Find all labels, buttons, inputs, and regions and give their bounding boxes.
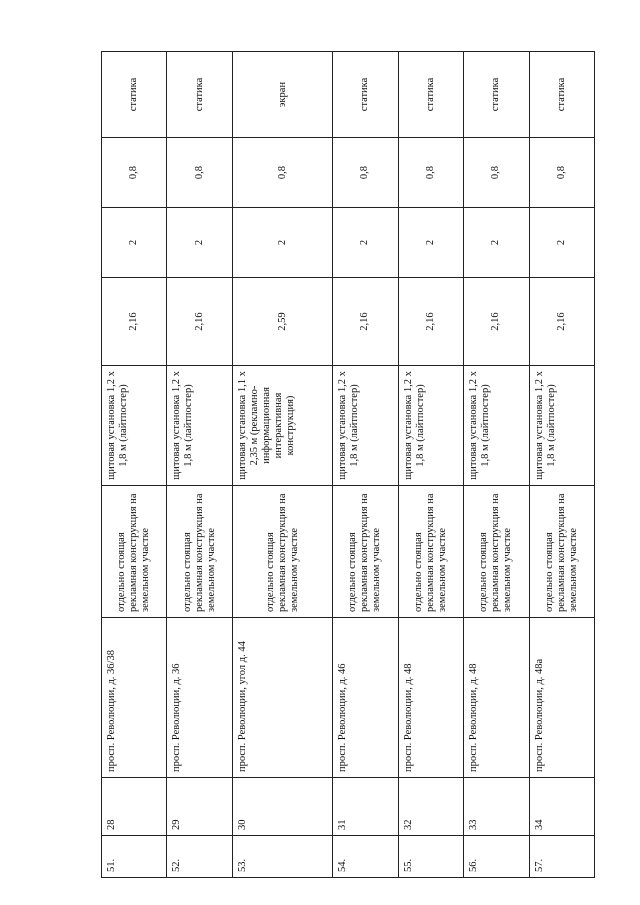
mode-cell: статика <box>167 52 232 138</box>
area-cell: 2,59 <box>232 278 332 366</box>
description-cell: щитовая установка 1,2 х 1,8 м (лайтпостер) <box>167 366 232 486</box>
table-row <box>398 52 463 878</box>
rotated-table <box>101 52 595 878</box>
type-cell: отдельно стоящая рекламная конструкция на земельном участке <box>232 486 332 618</box>
table-container <box>101 52 595 878</box>
ratio-cell: 0,8 <box>102 138 167 208</box>
mode-cell: статика <box>333 52 398 138</box>
mode-cell: статика <box>464 52 529 138</box>
ratio-cell: 0,8 <box>464 138 529 208</box>
description-cell: щитовая установка 1,2 х 1,8 м (лайтпостер) <box>529 366 594 486</box>
ratio-cell: 0,8 <box>333 138 398 208</box>
structure-id: 32 <box>398 778 463 836</box>
ratio-cell: 0,8 <box>167 138 232 208</box>
area-cell: 2,16 <box>529 278 594 366</box>
address-cell: просп. Революции, угол д. 44 <box>232 618 332 778</box>
row-number: 57. <box>529 836 594 878</box>
address-cell: просп. Революции, д. 46 <box>333 618 398 778</box>
address-cell: просп. Революции, д. 36 <box>167 618 232 778</box>
table-row <box>333 52 398 878</box>
row-number: 51. <box>102 836 167 878</box>
ratio-cell: 0,8 <box>232 138 332 208</box>
mode-cell: статика <box>529 52 594 138</box>
area-cell: 2,16 <box>167 278 232 366</box>
description-cell: щитовая установка 1,2 х 1,8 м (лайтпостер) <box>102 366 167 486</box>
structure-id: 34 <box>529 778 594 836</box>
type-cell: отдельно стоящая рекламная конструкция на земельном участке <box>529 486 594 618</box>
row-number: 52. <box>167 836 232 878</box>
description-cell: щитовая установка 1,2 х 1,8 м (лайтпостер) <box>398 366 463 486</box>
area-cell: 2,16 <box>464 278 529 366</box>
area-cell: 2,16 <box>333 278 398 366</box>
address-cell: просп. Революции, д. 48 <box>398 618 463 778</box>
mode-cell: статика <box>102 52 167 138</box>
row-number: 54. <box>333 836 398 878</box>
sides-cell: 2 <box>167 208 232 278</box>
address-cell: просп. Революции, д. 36/38 <box>102 618 167 778</box>
mode-cell: экран <box>232 52 332 138</box>
table-row <box>232 52 332 878</box>
structure-id: 29 <box>167 778 232 836</box>
structure-id: 33 <box>464 778 529 836</box>
table-row <box>464 52 529 878</box>
table-row <box>102 52 167 878</box>
advertising-structures-table <box>101 51 595 878</box>
description-cell: щитовая установка 1,2 х 1,8 м (лайтпостер) <box>333 366 398 486</box>
structure-id: 30 <box>232 778 332 836</box>
table-row <box>167 52 232 878</box>
ratio-cell: 0,8 <box>398 138 463 208</box>
sides-cell: 2 <box>102 208 167 278</box>
sides-cell: 2 <box>529 208 594 278</box>
sides-cell: 2 <box>333 208 398 278</box>
structure-id: 31 <box>333 778 398 836</box>
table-body <box>102 52 595 878</box>
row-number: 55. <box>398 836 463 878</box>
type-cell: отдельно стоящая рекламная конструкция на земельном участке <box>464 486 529 618</box>
type-cell: отдельно стоящая рекламная конструкция на земельном участке <box>102 486 167 618</box>
type-cell: отдельно стоящая рекламная конструкция на земельном участке <box>167 486 232 618</box>
description-cell: щитовая установка 1,2 х 1,8 м (лайтпостер) <box>464 366 529 486</box>
sides-cell: 2 <box>232 208 332 278</box>
row-number: 56. <box>464 836 529 878</box>
ratio-cell: 0,8 <box>529 138 594 208</box>
sides-cell: 2 <box>398 208 463 278</box>
area-cell: 2,16 <box>102 278 167 366</box>
table-row <box>529 52 594 878</box>
structure-id: 28 <box>102 778 167 836</box>
mode-cell: статика <box>398 52 463 138</box>
sides-cell: 2 <box>464 208 529 278</box>
type-cell: отдельно стоящая рекламная конструкция на земельном участке <box>398 486 463 618</box>
area-cell: 2,16 <box>398 278 463 366</box>
address-cell: просп. Революции, д. 48 <box>464 618 529 778</box>
description-cell: щитовая установка 1,1 х 2,35 м (рекламно-информационная интерактивная конструкция) <box>232 366 332 486</box>
address-cell: просп. Революции, д. 48а <box>529 618 594 778</box>
row-number: 53. <box>232 836 332 878</box>
type-cell: отдельно стоящая рекламная конструкция на земельном участке <box>333 486 398 618</box>
